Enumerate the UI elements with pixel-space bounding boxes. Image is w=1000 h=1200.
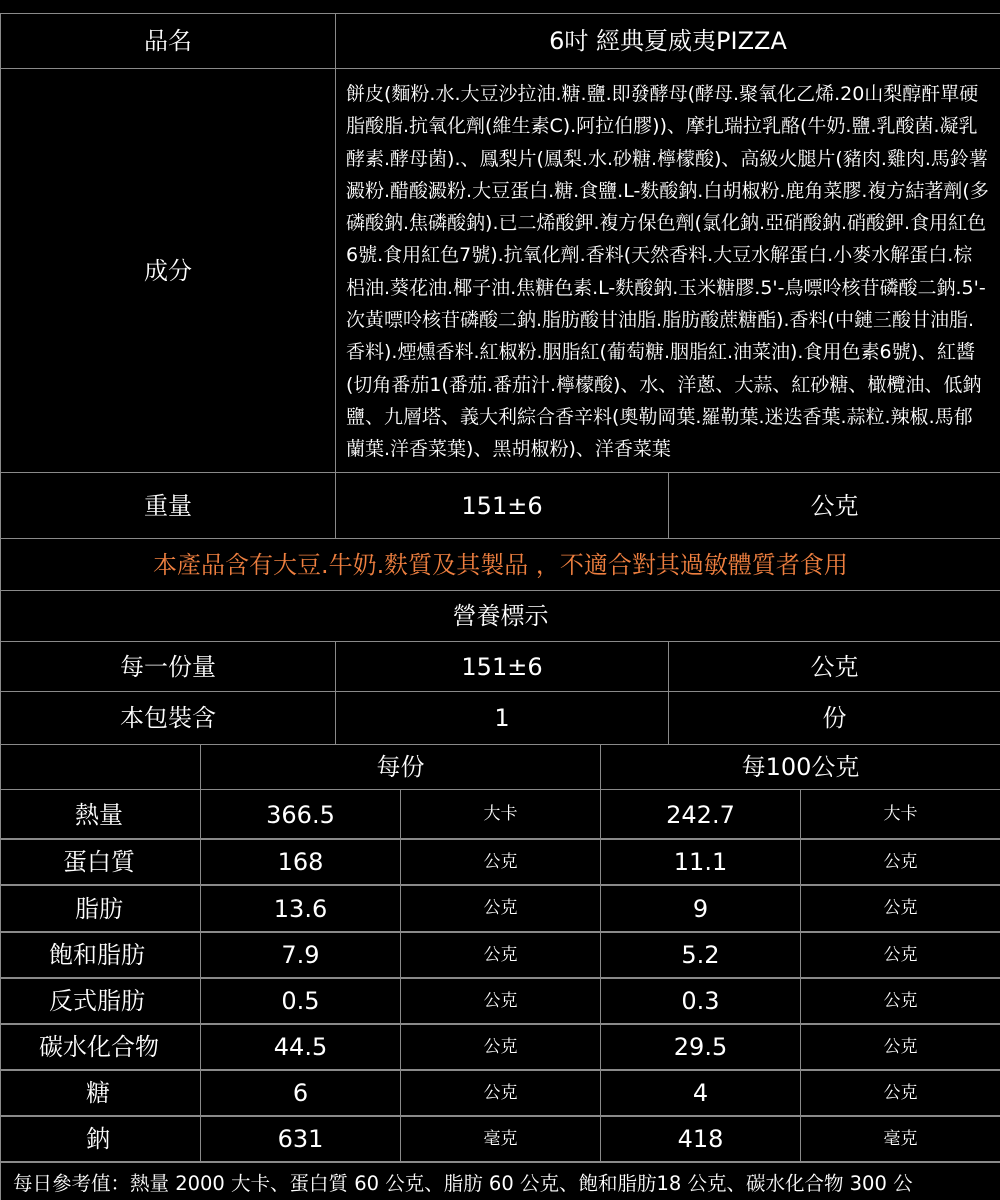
nutrient-name: 脂肪 bbox=[0, 884, 201, 933]
serving-size-value: 151±6 bbox=[335, 641, 669, 692]
per-100g-unit: 公克 bbox=[800, 1069, 1000, 1117]
nutrient-name: 反式脂肪 bbox=[0, 977, 201, 1025]
nutrition-title: 營養標示 bbox=[0, 590, 1000, 642]
daily-reference: 每日參考值：熱量 2000 大卡、蛋白質 60 公克、脂肪 60 公克、飽和脂肪18 公克、碳水化合物 300 公 bbox=[0, 1161, 1000, 1200]
servings-unit: 份 bbox=[668, 691, 1000, 745]
nutrient-name: 碳水化合物 bbox=[0, 1023, 201, 1071]
per-serving-unit: 公克 bbox=[400, 931, 601, 979]
per-100g-value: 29.5 bbox=[600, 1023, 801, 1071]
nutrient-name: 熱量 bbox=[0, 789, 201, 840]
allergen-notice: 本產品含有大豆.牛奶.麩質及其製品 ，不適合對其過敏體質者食用 bbox=[0, 538, 1000, 591]
nutrient-name: 蛋白質 bbox=[0, 838, 201, 886]
weight-label: 重量 bbox=[0, 472, 336, 539]
per-100g-unit: 公克 bbox=[800, 931, 1000, 979]
per-serving-unit: 公克 bbox=[400, 977, 601, 1025]
per-serving-header: 每份 bbox=[200, 744, 601, 790]
per-serving-value: 631 bbox=[200, 1115, 401, 1163]
per-serving-value: 44.5 bbox=[200, 1023, 401, 1071]
per-100g-header: 每100公克 bbox=[600, 744, 1000, 790]
per-serving-unit: 公克 bbox=[400, 1023, 601, 1071]
per-100g-unit: 公克 bbox=[800, 884, 1000, 933]
serving-size-unit: 公克 bbox=[668, 641, 1000, 692]
per-serving-unit: 公克 bbox=[400, 884, 601, 933]
per-100g-value: 9 bbox=[600, 884, 801, 933]
per-100g-unit: 大卡 bbox=[800, 789, 1000, 840]
per-100g-value: 4 bbox=[600, 1069, 801, 1117]
per-100g-unit: 公克 bbox=[800, 838, 1000, 886]
per-serving-value: 168 bbox=[200, 838, 401, 886]
per-serving-unit: 公克 bbox=[400, 1069, 601, 1117]
weight-value: 151±6 bbox=[335, 472, 669, 539]
weight-unit: 公克 bbox=[668, 472, 1000, 539]
serving-size-label: 每一份量 bbox=[0, 641, 336, 692]
nutrient-name: 鈉 bbox=[0, 1115, 201, 1163]
per-100g-unit: 公克 bbox=[800, 977, 1000, 1025]
per-100g-value: 0.3 bbox=[600, 977, 801, 1025]
per-serving-unit: 大卡 bbox=[400, 789, 601, 840]
ingredients-value: 餅皮(麵粉.水.大豆沙拉油.糖.鹽.即發酵母(酵母.聚氧化乙烯.20山梨醇酐單硬脂酸脂.抗氧化劑(維生素C).阿拉伯膠))、摩扎瑞拉乳酪(牛奶.鹽.乳酸菌.凝乳酵素.酵母菌).、鳳梨片(鳳梨.水.砂糖.檸檬酸)、高級火腿片(豬肉.雞肉.馬鈴薯澱粉.醋酸澱粉.大豆蛋白.糖.食鹽.L-麩酸鈉.白胡椒粉.鹿角菜膠.複方結著劑(多磷酸鈉.焦磷酸鈉).已二烯酸鉀.複方保色劑(氯化鈉.亞硝酸鈉.硝酸鉀.食用紅色6號.食用紅色7號).抗氧化劑.香料(天然香料.大豆水解蛋白.小麥水解蛋白.棕梠油.葵花油.椰子油.焦糖色素.L-麩酸鈉.玉米糖膠.5'-鳥嘌呤核苷磷酸二鈉.5'-次黃嘌呤核苷磷酸二鈉.脂肪酸甘油脂.脂肪酸蔗糖酯).香料(中鏈三酸甘油脂.香料).煙燻香料.紅椒粉.胭脂紅(葡萄糖.胭脂紅.油菜油).食用色素6號)、紅醬(切角番茄1(番茄.番茄汁.檸檬酸)、水、洋蔥、大蒜、紅砂糖、橄欖油、低鈉鹽、九層塔、義大利綜合香辛料(奧勒岡葉.羅勒葉.迷迭香葉.蒜粒.辣椒.馬郁蘭葉.洋香菜葉)、黑胡椒粉)、洋香菜葉 bbox=[335, 68, 1000, 473]
nutrient-name: 糖 bbox=[0, 1069, 201, 1117]
ingredients-label: 成分 bbox=[0, 68, 336, 473]
product-name-value: 6吋 經典夏威夷PIZZA bbox=[335, 13, 1000, 69]
servings-label: 本包裝含 bbox=[0, 691, 336, 745]
per-serving-value: 0.5 bbox=[200, 977, 401, 1025]
per-100g-unit: 毫克 bbox=[800, 1115, 1000, 1163]
per-serving-value: 6 bbox=[200, 1069, 401, 1117]
header-blank bbox=[0, 744, 201, 790]
per-serving-unit: 毫克 bbox=[400, 1115, 601, 1163]
per-100g-unit: 公克 bbox=[800, 1023, 1000, 1071]
per-serving-value: 366.5 bbox=[200, 789, 401, 840]
per-serving-value: 7.9 bbox=[200, 931, 401, 979]
per-100g-value: 5.2 bbox=[600, 931, 801, 979]
servings-value: 1 bbox=[335, 691, 669, 745]
product-name-label: 品名 bbox=[0, 13, 336, 69]
per-serving-value: 13.6 bbox=[200, 884, 401, 933]
per-serving-unit: 公克 bbox=[400, 838, 601, 886]
per-100g-value: 418 bbox=[600, 1115, 801, 1163]
nutrient-name: 飽和脂肪 bbox=[0, 931, 201, 979]
per-100g-value: 11.1 bbox=[600, 838, 801, 886]
per-100g-value: 242.7 bbox=[600, 789, 801, 840]
